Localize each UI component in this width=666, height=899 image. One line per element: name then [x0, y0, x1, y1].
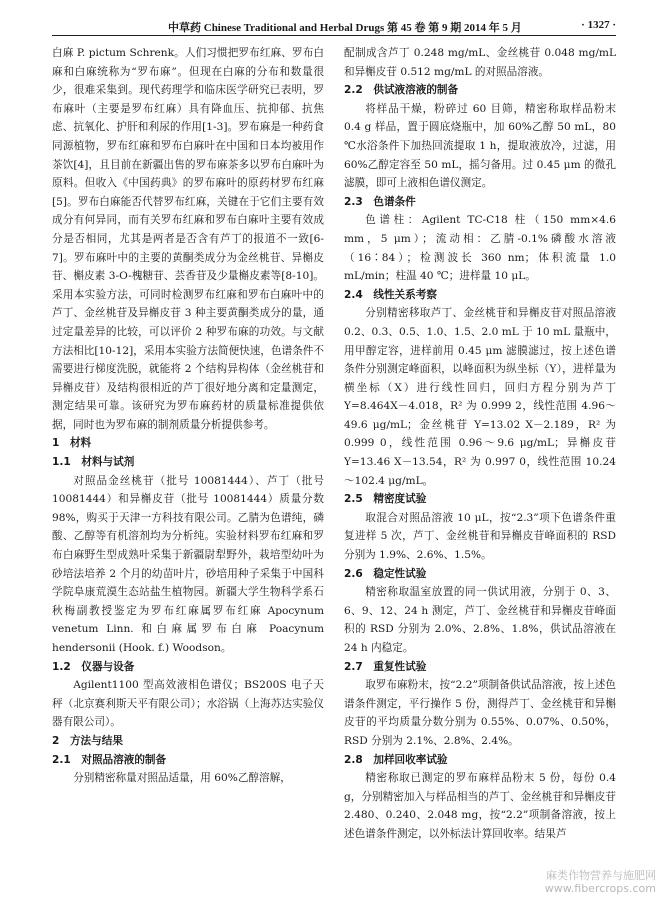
journal-info: 中草药 Chinese Traditional and Herbal Drugs 第 45 卷 第 9 期 2014 年 5 月 [168, 22, 522, 34]
section-heading: 1 材料 [52, 437, 92, 450]
paragraph: 精密称取温室放置的同一供试用液，分别于 0、3、6、9、12、24 h 测定，芦丁、金丝桃苷和异槲皮苷峰面积的 RSD 分别为 2.0%、2.8%、1.8%，供试品溶液在 24 h 内稳定。 [344, 586, 616, 654]
paragraph: Agilent1100 型高效液相色谱仪；BS200S 电子天秤（北京赛利斯天平有限公司）；水浴锅（上海苏达实验仪器有限公司）。 [52, 679, 324, 729]
running-header [52, 15, 616, 37]
paragraph: 将样品干燥，粉碎过 60 目筛，精密称取样品粉末 0.4 g 样品，置于圆底烧瓶中，加 60%乙醇 50 mL，80 ℃水浴条件下加热回流提取 1 h，提取液放冷，过滤，用 60%乙醇定容至 50 mL，摇匀备用。过 0.45 μm 的微孔滤膜，即可上液相色谱仪测定。 [344, 102, 616, 190]
page-number: · 1327 · [581, 19, 616, 31]
section-heading: 2.3 色谱条件 [344, 195, 416, 208]
paragraph: 色谱柱：Agilent TC-C18 柱（150 mm×4.6 mm，5 μm）；流动相：乙腈-0.1%磷酸水溶液（16∶84）；检测波长 360 nm；体积流量 1.0 mL/min；柱温 40 ℃；进样量 10 μL。 [344, 214, 616, 283]
section-heading: 2 方法与结果 [52, 734, 123, 747]
section-heading: 2.1 对照品溶液的制备 [52, 753, 167, 766]
right-column [344, 44, 616, 844]
watermark-line-1: 麻类作物营养与施肥网 [546, 869, 656, 882]
paragraph: 分别精密移取芦丁、金丝桃苷和异槲皮苷对照品溶液 0.2、0.3、0.5、1.0、1.5、2.0 mL 于 10 mL 量瓶中，用甲醇定容，进样前用 0.45 μm 滤膜滤过，按上述色谱条件分别测定峰面积，以峰面积为纵坐标（Y），进样量为横坐标（X）进行线性回归，回归方程分别为芦丁 Y=8.464X－4.018，R² 为 0.999 2，线性范围 4.96～49.6 μg/mL；金丝桃苷 Y=13.02 X－2.189，R² 为 0.999 0，线性范围 0.96～9.6 μg/mL；异槲皮苷 Y=13.46 X－13.54，R² 为 0.997 0，线性范围 10.24～102.4 μg/mL。 [344, 307, 616, 487]
left-column [52, 44, 324, 788]
paragraph: 取罗布麻粉末，按“2.2”项制备供试品溶液，按上述色谱条件测定，平行操作 5 份，测得芦丁、金丝桃苷和异槲皮苷的平均质量分数分别为 0.55%、0.07%、0.50%，RSD 分别为 2.1%、2.8%、2.4%。 [344, 679, 616, 747]
watermark [545, 869, 656, 895]
header-rule [52, 35, 616, 36]
paragraph: 取混合对照品溶液 10 μL，按“2.3”项下色谱条件重复进样 5 次，芦丁、金丝桃苷和异槲皮苷峰面积的 RSD 分别为 1.9%、2.6%、1.5%。 [344, 511, 616, 562]
section-heading: 2.8 加样回收率试验 [344, 753, 448, 766]
section-heading: 2.5 精密度试验 [344, 493, 427, 506]
paragraph: 白麻 P. pictum Schrenk。人们习惯把罗布红麻、罗布白麻和白麻统称为“罗布麻”。但现在白麻的分布和数量很少，很难采集到。现代药理学和临床医学研究已表明，罗布麻叶（主要是罗布红麻）具有降血压、抗抑郁、抗焦虑、抗氧化、护肝和利尿的作用[1-3]。罗布麻是一种药食同源植物，罗布红麻和罗布白麻叶在中国和日本均被用作茶饮[4]，且目前在新疆出售的罗布麻茶多以罗布白麻叶为原料。但收入《中国药典》的罗布麻叶的原药材罗布红麻[5]。罗布白麻能否代替罗布红麻，关键在于它们主要有效成分有何异同，而有关罗布红麻和罗布白麻叶主要有效成分是否相同，尤其是两者是否含有芦丁的报道不一致[6-7]。罗布麻叶中的主要的黄酮类成分为金丝桃苷、异槲皮苷、槲皮素 3-O-槐糖苷、芸香苷及少量槲皮素等[8-10]。采用本实验方法，可同时检测罗布红麻和罗布白麻叶中的芦丁、金丝桃苷及异槲皮苷 3 种主要黄酮类成分的量，通过定量差异的比较，可以评价 2 种罗布麻的功效。与文献方法相比[10-12]，采用本实验方法简便快速，色谱条件不需要进行梯度洗脱，就能将 2 个结构异构体（金丝桃苷和异槲皮苷）及结构很相近的芦丁很好地分离和定量测定，测定结果可靠。该研究为罗布麻药材的质量标准提供依据，同时也为罗布麻的制剂质量分析提供参考。 [52, 47, 324, 431]
watermark-line-2: www.fibercrops.com [544, 882, 656, 895]
paragraph: 配制成含芦丁 0.248 mg/mL、金丝桃苷 0.048 mg/mL 和异槲皮苷 0.512 mg/mL 的对照品溶液。 [344, 47, 616, 78]
section-heading: 1.1 材料与试剂 [52, 456, 135, 469]
section-heading: 2.6 稳定性试验 [344, 567, 427, 580]
section-heading: 2.4 线性关系考察 [344, 288, 437, 301]
section-heading: 2.2 供试液溶液的制备 [344, 84, 459, 97]
section-heading: 1.2 仪器与设备 [52, 660, 135, 673]
paragraph: 精密称取已测定的罗布麻样品粉末 5 份，每份 0.4 g，分别精密加入与样品相当的芦丁、金丝桃苷和异槲皮苷 2.480、0.240、2.048 mg，按“2.2”项制备溶液，按上述色谱条件测定，以外标法计算回收率。结果芦 [344, 772, 616, 840]
paragraph: 分别精密称量对照品适量，用 60%乙醇溶解， [73, 772, 291, 785]
paragraph: 对照品金丝桃苷（批号 10081444）、芦丁（批号 10081444）和异槲皮苷（批号 10081444）质量分数 98%，购买于天津一方科技有限公司。乙腈为色谱纯，磷酸、乙醇等有机溶剂均为分析纯。实验材料罗布红麻和罗布白麻野生型成熟叶采集于新疆尉犁野外，栽培型幼叶为砂培法培养 2 个月的幼苗叶片，砂培用种子采集于中国科学院阜康荒漠生态站盐生植物园。新疆大学生物科学系石秋梅副教授鉴定为罗布红麻属罗布红麻 Apocynum venetum Linn. 和白麻属罗布白麻 Poacynum hendersonii (Hook. f.) Woodson。 [52, 474, 324, 654]
section-heading: 2.7 重复性试验 [344, 660, 427, 673]
